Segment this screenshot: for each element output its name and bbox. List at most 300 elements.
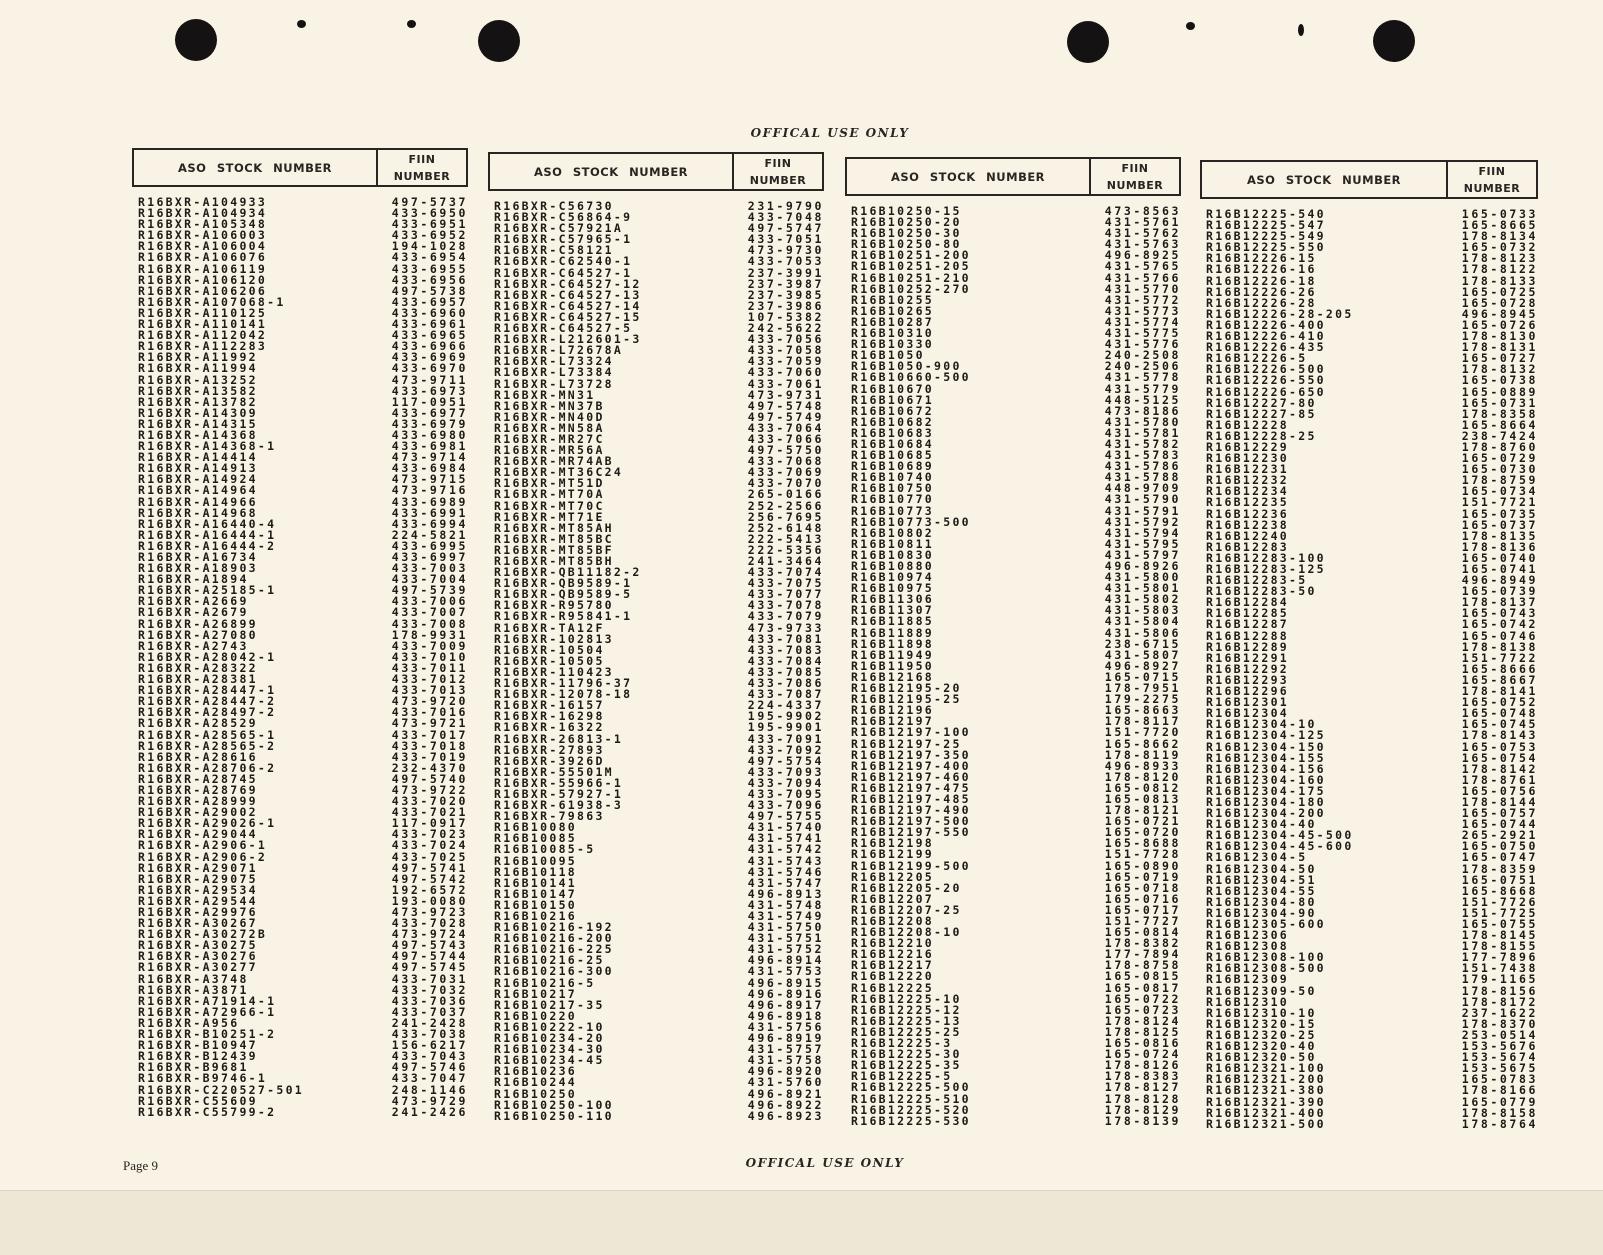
fiin-number: 178-8758 (1104, 958, 1181, 973)
fiin-number: 473-9711 (391, 372, 468, 387)
aso-stock-number: R16B10773 (851, 503, 935, 518)
aso-stock-number: R16BXR-A28447-1 (138, 683, 277, 698)
fiin-number: 431-5758 (747, 1053, 824, 1068)
fiin-number: 433-7069 (747, 465, 824, 480)
fiin-number: 496-8913 (747, 886, 824, 901)
aso-stock-number: R16B10250-15 (851, 204, 962, 218)
fiin-number: 195-9902 (747, 709, 824, 724)
aso-stock-number: R16B10251-205 (851, 259, 971, 274)
aso-stock-number: R16BXR-MT70C (494, 498, 605, 513)
aso-stock-number: R16B10255 (851, 292, 935, 307)
aso-stock-number: R16BXR-MN40D (494, 409, 605, 424)
aso-stock-number: R16B12199 (851, 847, 935, 862)
fiin-number: 496-8917 (747, 997, 824, 1012)
aso-stock-number: R16BXR-A14315 (138, 416, 258, 431)
fiin-number: 241-3464 (747, 554, 824, 568)
fiin-number: 473-9722 (391, 782, 468, 797)
fiin-number: 151-7722 (1461, 650, 1538, 665)
aso-stock-number: R16B11885 (851, 614, 935, 629)
fiin-number: 433-7031 (391, 971, 468, 986)
fiin-number: 497-5747 (747, 221, 824, 236)
fiin-number: 473-9716 (391, 483, 468, 498)
fiin-number: 165-0748 (1461, 706, 1538, 721)
aso-stock-number: R16B12304-40 (1206, 817, 1317, 832)
aso-stock-number: R16BXR-L72678A (494, 343, 624, 358)
aso-stock-number: R16B12217 (851, 958, 935, 973)
fiin-number: 178-8764 (1461, 1116, 1538, 1131)
fiin-number: 433-7078 (747, 598, 824, 613)
aso-stock-number: R16B12225-549 (1206, 229, 1326, 244)
aso-stock-number: R16B1050 (851, 348, 925, 363)
fiin-number: 433-6957 (391, 294, 468, 309)
fiin-number: 178-8133 (1461, 273, 1538, 288)
aso-stock-number: R16B12197-475 (851, 780, 971, 795)
punch-mark-icon (407, 20, 416, 28)
fiin-number: 165-0739 (1461, 584, 1538, 599)
fiin-number: 433-7013 (391, 683, 468, 698)
fiin-number: 433-6954 (391, 250, 468, 265)
fiin-number: 431-5779 (1104, 381, 1181, 396)
aso-stock-number: R16BXR-A18903 (138, 561, 258, 576)
aso-stock-number: R16BXR-L73728 (494, 376, 614, 391)
aso-stock-number: R16B10236 (494, 1064, 578, 1079)
aso-stock-number: R16BXR-A2906-2 (138, 849, 268, 864)
aso-stock-number: R16B12226-26 (1206, 284, 1317, 299)
fiin-number: 178-8119 (1104, 747, 1181, 762)
aso-stock-number: R16BXR-A14964 (138, 483, 258, 498)
fiin-number: 433-6969 (391, 350, 468, 365)
aso-stock-number: R16BXR-QB9589-1 (494, 576, 633, 591)
aso-stock-number: R16B12304-45-600 (1206, 839, 1354, 854)
fiin-number: 178-8144 (1461, 794, 1538, 809)
aso-stock-number: R16BXR-A29544 (138, 893, 258, 908)
fiin-number: 178-9931 (391, 627, 468, 642)
aso-stock-number: R16B12225 (851, 980, 935, 995)
fiin-number: 165-0726 (1461, 317, 1538, 332)
aso-stock-number: R16B12304-150 (1206, 739, 1326, 754)
fiin-number: 431-5740 (747, 820, 824, 835)
aso-stock-number: R16B10660-500 (851, 370, 971, 385)
fiin-number: 153-5676 (1461, 1039, 1538, 1054)
aso-stock-number: R16BXR-A956 (138, 1015, 240, 1030)
fiin-number: 497-5749 (747, 409, 824, 424)
aso-stock-number: R16BXR-A28745 (138, 771, 258, 786)
fiin-number: 431-5748 (747, 897, 824, 912)
aso-stock-number: R16BXR-C64527-13 (494, 287, 642, 302)
fiin-number: 238-6715 (1104, 636, 1181, 651)
aso-stock-number: R16BXR-L73384 (494, 365, 614, 380)
fiin-number: 431-5792 (1104, 514, 1181, 529)
aso-stock-number: R16B10150 (494, 897, 578, 912)
aso-stock-number: R16BXR-55966-1 (494, 775, 624, 790)
aso-stock-number: R16BXR-A25185-1 (138, 583, 277, 598)
fiin-number: 165-8664 (1461, 417, 1538, 432)
aso-stock-number: R16BXR-MT71E (494, 509, 605, 524)
aso-stock-number: R16B10250-100 (494, 1097, 614, 1112)
fiin-number: 433-6960 (391, 305, 468, 320)
aso-stock-number: R16B12197-350 (851, 747, 971, 762)
fiin-number: 165-0741 (1461, 562, 1538, 576)
fiin-number: 497-5741 (391, 860, 468, 875)
aso-stock-number: R16B12197-460 (851, 769, 971, 784)
aso-stock-number: R16BXR-79863 (494, 809, 605, 824)
aso-stock-number: R16B12235 (1206, 495, 1290, 510)
aso-stock-number: R16B12216 (851, 947, 935, 962)
fiin-number: 448-5125 (1104, 392, 1181, 407)
fiin-number: 178-8122 (1461, 262, 1538, 277)
aso-stock-number: R16BXR-57927-1 (494, 786, 624, 801)
fiin-number: 165-8668 (1461, 883, 1538, 898)
fiin-number: 151-7725 (1461, 905, 1538, 920)
column-header (1200, 160, 1538, 199)
fiin-number: 433-6956 (391, 272, 468, 287)
fiin-number: 194-1028 (391, 239, 468, 254)
aso-stock-number: R16BXR-A29026-1 (138, 816, 277, 831)
fiin-number: 178-8121 (1104, 803, 1181, 818)
punch-hole-icon (1373, 20, 1415, 62)
fiin-number: 165-0747 (1461, 850, 1538, 865)
fiin-number: 177-7894 (1104, 947, 1181, 962)
aso-stock-number: R16BXR-A3748 (138, 971, 249, 986)
aso-stock-number: R16B10682 (851, 414, 935, 429)
fiin-number: 431-5776 (1104, 337, 1181, 352)
aso-stock-number: R16BXR-A112283 (138, 339, 268, 354)
fiin-number: 178-8137 (1461, 595, 1538, 610)
aso-stock-number: R16BXR-A106004 (138, 239, 268, 254)
fiin-number: 151-7728 (1104, 847, 1181, 862)
aso-stock-number: R16B10685 (851, 448, 935, 463)
header-fiin-line2: NUMBER (393, 169, 451, 183)
fiin-number: 178-8759 (1461, 473, 1538, 488)
aso-stock-number: R16B12309 (1206, 972, 1290, 987)
fiin-number: 165-0750 (1461, 839, 1538, 854)
aso-stock-number: R16B12195-20 (851, 681, 962, 696)
aso-stock-number: R16BXR-C58121 (494, 243, 614, 258)
aso-stock-number: R16B12321-380 (1206, 1083, 1326, 1098)
aso-stock-number: R16BXR-A14309 (138, 405, 258, 420)
aso-stock-number: R16B12304-90 (1206, 905, 1317, 920)
fiin-number: 497-5748 (747, 398, 824, 413)
aso-stock-number: R16B12210 (851, 936, 935, 951)
aso-stock-number: R16B10222-10 (494, 1019, 605, 1034)
fiin-number: 433-7096 (747, 798, 824, 813)
fiin-number: 240-2508 (1104, 348, 1181, 363)
header-fiin-line2: NUMBER (1463, 181, 1521, 195)
fiin-number: 178-8382 (1104, 936, 1181, 951)
fiin-number: 431-5775 (1104, 326, 1181, 341)
aso-stock-number: R16B12234 (1206, 484, 1290, 499)
fiin-number: 433-6965 (391, 328, 468, 343)
fiin-number: 433-6994 (391, 516, 468, 531)
aso-stock-number: R16B12225-35 (851, 1058, 962, 1073)
aso-stock-number: R16B12304-156 (1206, 761, 1326, 776)
fiin-number: 431-5797 (1104, 547, 1181, 562)
fiin-number: 178-8142 (1461, 761, 1538, 776)
fiin-number: 433-7061 (747, 376, 824, 391)
aso-stock-number: R16B10811 (851, 536, 935, 551)
fiin-number: 165-0756 (1461, 783, 1538, 798)
fiin-number: 192-6572 (391, 882, 468, 897)
fiin-number: 433-7037 (391, 1004, 468, 1019)
fiin-number: 431-5772 (1104, 292, 1181, 307)
aso-stock-number: R16B12229 (1206, 439, 1290, 454)
aso-stock-number: R16B12320-40 (1206, 1039, 1317, 1054)
aso-stock-number: R16B12225-10 (851, 991, 962, 1006)
fiin-number: 431-5804 (1104, 614, 1181, 629)
fiin-number: 497-5742 (391, 871, 468, 886)
aso-stock-number: R16B10974 (851, 570, 935, 585)
aso-stock-number: R16B12225-3 (851, 1036, 953, 1051)
fiin-number: 178-8139 (1104, 1113, 1181, 1128)
aso-stock-number: R16B12320-15 (1206, 1016, 1317, 1031)
fiin-number: 433-7070 (747, 476, 824, 491)
aso-stock-number: R16BXR-3926D (494, 753, 605, 768)
aso-stock-number: R16B12304-125 (1206, 728, 1326, 743)
fiin-number: 433-7016 (391, 705, 468, 720)
aso-stock-number: R16B12226-16 (1206, 262, 1317, 277)
aso-stock-number: R16B12225-520 (851, 1102, 971, 1117)
aso-stock-number: R16B12309-50 (1206, 983, 1317, 998)
aso-stock-number: R16BXR-QB9589-5 (494, 587, 633, 602)
fiin-number: 165-0727 (1461, 351, 1538, 366)
aso-stock-number: R16BXR-B9681 (138, 1060, 249, 1075)
aso-stock-number: R16B12205-20 (851, 880, 962, 895)
aso-stock-number: R16B12238 (1206, 517, 1290, 532)
header-fiin-number (1091, 159, 1179, 194)
fiin-number: 237-3985 (747, 287, 824, 302)
aso-stock-number: R16BXR-A29534 (138, 882, 258, 897)
fiin-number: 241-2426 (391, 1104, 468, 1119)
fiin-number: 431-5781 (1104, 425, 1181, 440)
aso-stock-number: R16BXR-A106119 (138, 261, 268, 276)
fiin-number: 473-8186 (1104, 403, 1181, 418)
aso-stock-number: R16B12226-18 (1206, 273, 1317, 288)
aso-stock-number: R16BXR-R95841-1 (494, 609, 633, 624)
fiin-number: 165-0738 (1461, 373, 1538, 388)
fiin-number: 431-5746 (747, 864, 824, 879)
aso-stock-number: R16BXR-A29075 (138, 871, 258, 886)
fiin-number: 165-0725 (1461, 284, 1538, 299)
aso-stock-number: R16B10118 (494, 864, 578, 879)
fiin-number: 431-5750 (747, 920, 824, 935)
header-aso-stock-number: ASO STOCK NUMBER (847, 159, 1091, 194)
table-body (1200, 209, 1538, 1130)
aso-stock-number: R16BXR-A30275 (138, 938, 258, 953)
aso-stock-number: R16BXR-A28706-2 (138, 760, 277, 775)
header-fiin-number (734, 154, 822, 189)
fiin-number: 165-0734 (1461, 484, 1538, 499)
fiin-number: 156-6217 (391, 1038, 468, 1053)
fiin-number: 178-8145 (1461, 928, 1538, 943)
aso-stock-number: R16B12285 (1206, 606, 1290, 621)
fiin-number: 431-5807 (1104, 647, 1181, 662)
fiin-number: 433-7036 (391, 993, 468, 1008)
header-fiin-line1: FIIN (1478, 164, 1506, 178)
fiin-number: 433-6995 (391, 538, 468, 553)
fiin-number: 433-7074 (747, 565, 824, 580)
fiin-number: 265-2921 (1461, 828, 1538, 843)
fiin-number: 433-6955 (391, 261, 468, 276)
fiin-number: 178-8124 (1104, 1013, 1181, 1028)
aso-stock-number: R16B12301 (1206, 695, 1290, 710)
fiin-number: 433-7023 (391, 827, 468, 842)
stock-column-2 (488, 152, 824, 1122)
header-fiin-line2: NUMBER (749, 173, 807, 187)
fiin-number: 433-7079 (747, 609, 824, 624)
aso-stock-number: R16BXR-A110125 (138, 305, 268, 320)
aso-stock-number: R16B12225-540 (1206, 207, 1326, 221)
aso-stock-number: R16B12287 (1206, 617, 1290, 632)
aso-stock-number: R16BXR-A28447-2 (138, 694, 277, 709)
aso-stock-number: R16B12225-547 (1206, 218, 1326, 233)
aso-stock-number: R16B12226-28 (1206, 295, 1317, 310)
fiin-number: 431-5800 (1104, 570, 1181, 585)
fiin-number: 496-8919 (747, 1031, 824, 1046)
fiin-number: 497-5750 (747, 443, 824, 458)
aso-stock-number: R16B10671 (851, 392, 935, 407)
fiin-number: 433-7086 (747, 676, 824, 691)
aso-stock-number: R16BXR-A110141 (138, 317, 268, 332)
aso-stock-number: R16B12283-50 (1206, 584, 1317, 599)
fiin-number: 165-0742 (1461, 617, 1538, 632)
aso-stock-number: R16BXR-C57921A (494, 221, 624, 236)
fiin-number: 433-7007 (391, 605, 468, 620)
fiin-number: 178-8138 (1461, 639, 1538, 654)
header-fiin-line1: FIIN (1121, 161, 1149, 175)
aso-stock-number: R16BXR-A30267 (138, 916, 258, 931)
aso-stock-number: R16B12288 (1206, 628, 1290, 643)
aso-stock-number: R16B12226-400 (1206, 317, 1326, 332)
aso-stock-number: R16B12283-100 (1206, 550, 1326, 565)
fiin-number: 165-8666 (1461, 661, 1538, 676)
aso-stock-number: R16B10085-5 (494, 842, 596, 857)
fiin-number: 165-8667 (1461, 672, 1538, 687)
fiin-number: 178-8760 (1461, 439, 1538, 454)
aso-stock-number: R16B10080 (494, 820, 578, 835)
aso-stock-number: R16B12226-550 (1206, 373, 1326, 388)
fiin-number: 165-0752 (1461, 695, 1538, 710)
aso-stock-number: R16BXR-12078-18 (494, 687, 633, 702)
fiin-number: 433-7008 (391, 616, 468, 631)
fiin-number: 433-7083 (747, 642, 824, 657)
fiin-number: 165-8662 (1104, 736, 1181, 751)
aso-stock-number: R16B12168 (851, 669, 935, 684)
aso-stock-number: R16BXR-A29976 (138, 905, 258, 919)
table-body (488, 201, 824, 1122)
fiin-number: 496-8915 (747, 975, 824, 990)
fiin-number: 433-7068 (747, 454, 824, 469)
fiin-number: 248-1146 (391, 1082, 468, 1097)
fiin-number: 177-7896 (1461, 950, 1538, 965)
aso-stock-number: R16BXR-MN31 (494, 387, 596, 402)
fiin-number: 433-7006 (391, 594, 468, 609)
fiin-number: 431-5762 (1104, 226, 1181, 241)
fiin-number: 433-7019 (391, 749, 468, 764)
fiin-number: 151-7727 (1104, 914, 1181, 928)
aso-stock-number: R16BXR-C56730 (494, 199, 614, 213)
fiin-number: 433-7066 (747, 431, 824, 446)
aso-stock-number: R16BXR-A16444-2 (138, 538, 277, 553)
aso-stock-number: R16BXR-26813-1 (494, 731, 624, 746)
fiin-number: 433-6950 (391, 206, 468, 221)
fiin-number: 496-8918 (747, 1008, 824, 1023)
fiin-number: 497-5737 (391, 195, 468, 209)
aso-stock-number: R16B12296 (1206, 684, 1290, 699)
fiin-number: 433-7020 (391, 794, 468, 809)
aso-stock-number: R16B12304-155 (1206, 750, 1326, 765)
aso-stock-number: R16B12304-200 (1206, 806, 1326, 821)
header-aso-stock-number: ASO STOCK NUMBER (1202, 162, 1448, 197)
aso-stock-number: R16B12304 (1206, 706, 1290, 721)
aso-stock-number: R16B10670 (851, 381, 935, 396)
aso-stock-number: R16B12199-500 (851, 858, 971, 873)
fiin-number: 165-0757 (1461, 806, 1538, 821)
aso-stock-number: R16B12197-550 (851, 825, 971, 840)
fiin-number: 431-5806 (1104, 625, 1181, 640)
aso-stock-number: R16B10220 (494, 1008, 578, 1023)
aso-stock-number: R16B12225-500 (851, 1080, 971, 1095)
aso-stock-number: R16B12227-80 (1206, 395, 1317, 410)
fiin-number: 431-5757 (747, 1042, 824, 1057)
table-row (132, 1104, 468, 1119)
aso-stock-number: R16B12304-55 (1206, 883, 1317, 898)
aso-stock-number: R16B12227-85 (1206, 406, 1317, 421)
aso-stock-number: R16BXR-QB11182-2 (494, 565, 642, 580)
fiin-number: 237-1622 (1461, 1005, 1538, 1020)
aso-stock-number: R16B12306 (1206, 928, 1290, 943)
fiin-number: 433-7038 (391, 1027, 468, 1042)
fiin-number: 431-5753 (747, 964, 824, 979)
aso-stock-number: R16BXR-A28769 (138, 782, 258, 797)
fiin-number: 165-0890 (1104, 858, 1181, 873)
aso-stock-number: R16B10085 (494, 831, 578, 846)
fiin-number: 179-2275 (1104, 692, 1181, 707)
fiin-number: 178-8172 (1461, 994, 1538, 1009)
aso-stock-number: R16BXR-A106003 (138, 228, 268, 243)
aso-stock-number: R16B12321-500 (1206, 1116, 1326, 1131)
fiin-number: 165-0721 (1104, 814, 1181, 829)
fiin-number: 165-0720 (1104, 825, 1181, 840)
aso-stock-number: R16BXR-A104934 (138, 206, 268, 221)
aso-stock-number: R16B10773-500 (851, 514, 971, 529)
fiin-number: 496-8921 (747, 1086, 824, 1101)
aso-stock-number: R16B10250-20 (851, 215, 962, 230)
aso-stock-number: R16B12232 (1206, 473, 1290, 488)
fiin-number: 433-7058 (747, 343, 824, 358)
aso-stock-number: R16B10244 (494, 1075, 578, 1090)
aso-stock-number: R16B12198 (851, 836, 935, 851)
fiin-number: 433-7009 (391, 638, 468, 653)
fiin-number: 178-8132 (1461, 362, 1538, 377)
fiin-number: 433-7018 (391, 738, 468, 753)
fiin-number: 433-7087 (747, 687, 824, 702)
aso-stock-number: R16B12283 (1206, 539, 1290, 554)
aso-stock-number: R16BXR-C64527-1 (494, 265, 633, 280)
aso-stock-number: R16BXR-A29002 (138, 805, 258, 820)
classification-header: OFFICAL USE ONLY (750, 126, 910, 140)
fiin-number: 433-7091 (747, 731, 824, 746)
fiin-number: 178-8136 (1461, 539, 1538, 554)
fiin-number: 433-7011 (391, 660, 468, 675)
aso-stock-number: R16B10265 (851, 303, 935, 318)
aso-stock-number: R16BXR-MT85BF (494, 542, 614, 557)
aso-stock-number: R16B11950 (851, 658, 935, 673)
fiin-number: 117-0917 (391, 816, 468, 831)
aso-stock-number: R16B10740 (851, 470, 935, 485)
aso-stock-number: R16B12207 (851, 891, 935, 906)
fiin-number: 178-8141 (1461, 684, 1538, 699)
aso-stock-number: R16BXR-R95780 (494, 598, 614, 613)
